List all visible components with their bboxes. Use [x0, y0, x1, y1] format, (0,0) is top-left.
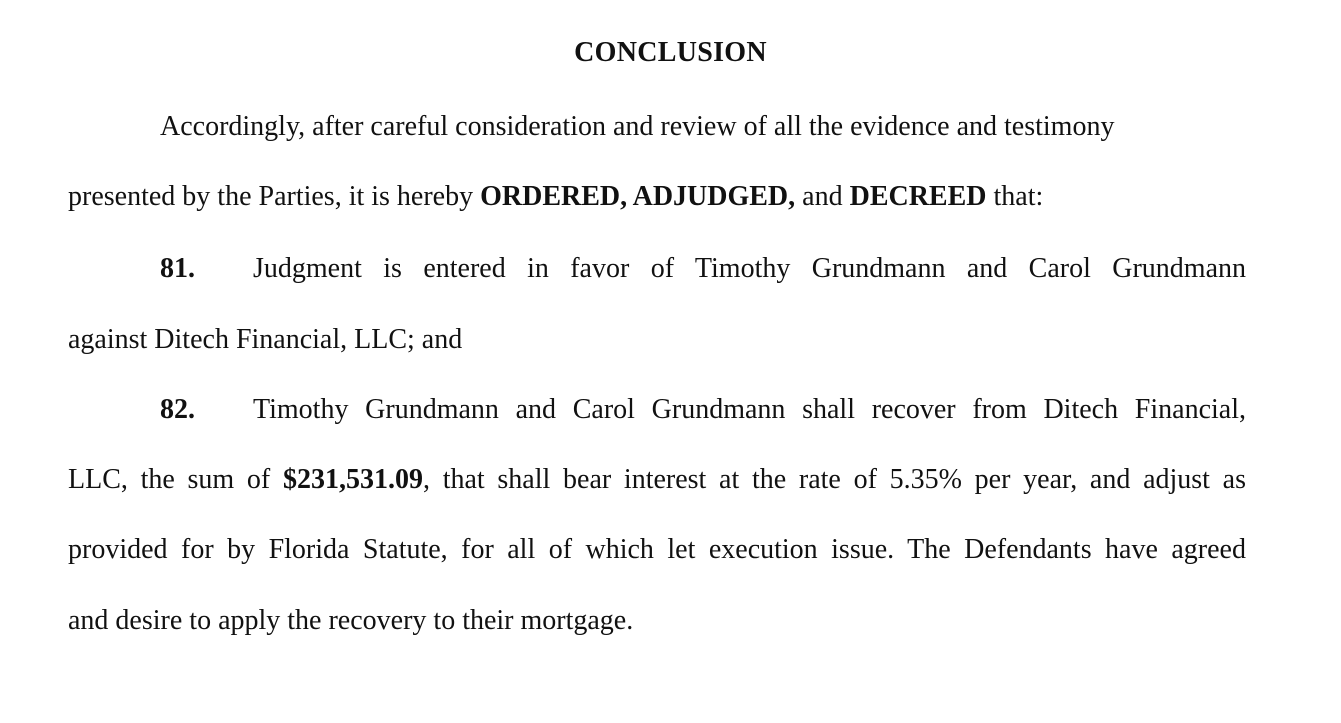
intro-line-2-end: that:: [986, 181, 1044, 212]
paragraph-82-line-3: provided for by Florida Statute, for all of which let execution issue. The Defendants have agreed: [68, 534, 1246, 565]
ordered-adjudged-text: ORDERED, ADJUDGED,: [480, 181, 796, 212]
decreed-text: DECREED: [849, 181, 987, 212]
intro-line-2-start: presented by the Parties, it is hereby: [68, 181, 481, 212]
intro-and-text: and: [795, 181, 850, 212]
paragraph-82-line-2-start: LLC, the sum of: [68, 464, 283, 495]
intro-line-1: Accordingly, after careful consideration and review of all the evidence and testimony: [160, 111, 1115, 142]
section-heading: CONCLUSION: [574, 37, 767, 68]
judgment-amount: $231,531.09: [282, 464, 423, 495]
paragraph-82-number: 82.: [160, 394, 195, 425]
paragraph-82-line-2-end: , that shall bear interest at the rate of 5.35% per year, and adjust as: [422, 464, 1247, 495]
paragraph-81-line-2: against Ditech Financial, LLC; and: [68, 324, 463, 355]
paragraph-82-line-1: Timothy Grundmann and Carol Grundmann shall recover from Ditech Financial,: [253, 394, 1246, 425]
paragraph-81-line-1: Judgment is entered in favor of Timothy Grundmann and Carol Grundmann: [253, 253, 1246, 284]
intro-line-2: [68, 177, 1043, 217]
paragraph-81-number: 81.: [160, 253, 195, 284]
paragraph-82-line-2: [68, 460, 1246, 500]
paragraph-82-line-4: and desire to apply the recovery to their mortgage.: [68, 605, 634, 636]
